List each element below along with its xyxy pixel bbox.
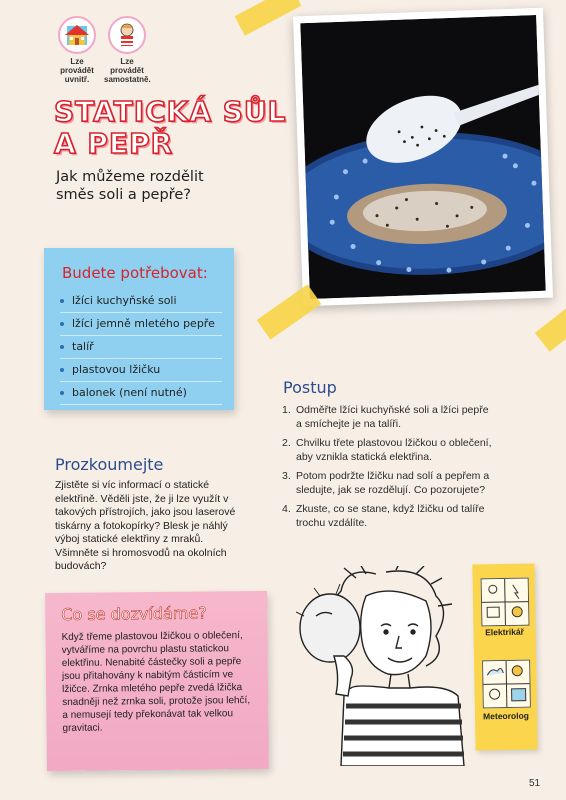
step-text: Zkuste, co se stane, když lžičku od talíře trochu vzdálíte. (296, 503, 485, 529)
careers-sidebar (472, 563, 537, 750)
solo-caption: Lze provádět samostatně. (104, 57, 151, 84)
title-line-2: A PEPŘ (54, 127, 174, 160)
procedure-heading: Postup (283, 378, 337, 397)
learned-heading: Co se dozvídáme? (61, 603, 207, 624)
materials-list (60, 290, 222, 405)
step-number: 2. (282, 437, 291, 449)
subtitle-line-2: směs soli a pepře? (56, 187, 191, 203)
career-label-meteorologist: Meteorolog (483, 710, 530, 722)
indoor-activity-badge (56, 16, 98, 84)
list-item: balonek (není nutné) (60, 382, 222, 405)
step-text: Chvilku třete plastovou lžičkou o oblečení, aby vznikla statická elektřina. (296, 437, 492, 463)
career-label-electrician: Elektrikář (485, 626, 525, 638)
list-item: lžíci kuchyňské soli (60, 290, 222, 313)
electrician-comic (481, 578, 530, 627)
step-number: 1. (282, 404, 291, 416)
step-text: Potom podržte lžičku nad solí a pepřem a sledujte, jak se rozdělují. Co pozorujete? (296, 470, 490, 496)
subtitle-line-1: Jak můžeme rozdělit (56, 169, 204, 185)
title-line-1: STATICKÁ SŮL (54, 95, 287, 128)
girl-with-balloon-illustration (296, 566, 476, 766)
indoor-caption: Lze provádět uvnitř. (60, 57, 94, 84)
meteorologist-comic (482, 660, 531, 709)
list-item (282, 437, 494, 464)
tape-strip (235, 0, 302, 36)
electrician-icon (482, 579, 529, 626)
tape-strip (257, 284, 322, 339)
explore-heading: Prozkoumejte (55, 455, 164, 474)
tape-strip (535, 308, 566, 352)
page-title (54, 96, 287, 160)
step-number: 3. (282, 470, 291, 482)
procedure-steps (282, 404, 494, 536)
step-number: 4. (282, 503, 291, 515)
list-item (282, 404, 494, 431)
explore-text: Zjistěte si víc informací o statické elektřině. Věděli jste, že ji lze využít v takových přístrojích, jako jsou laserové tiskárny a fotokopírky? Blesk je náhlý výboj statické elektřiny z mraků. Všimněte si hromosvodů na okolních budovách? (55, 479, 236, 572)
house-icon (58, 16, 96, 54)
list-item: plastovou lžičku (60, 359, 222, 382)
materials-note (44, 248, 234, 410)
learned-text: Když třeme plastovou lžičkou o oblečení, vytváříme na povrchu plastu statickou elektřinu. Nenabité částečky soli a pepře jsou přitahovány k nabitým částicím ve lžičce. Zrnka mletého pepře zvedá lžička snadněji než zrnka soli, protože jsou lehčí, a nemusejí tedy překonávat tak velkou gravitaci. (61, 630, 251, 734)
step-text: Odměřte lžíci kuchyňské soli a lžíci pepře a smíchejte je na talíři. (296, 404, 489, 430)
child-icon (108, 16, 146, 54)
salt-pepper-spoon-image (300, 15, 545, 299)
experiment-photo (293, 8, 553, 307)
page-subtitle (56, 168, 204, 204)
list-item: talíř (60, 336, 222, 359)
solo-activity-badge (104, 16, 150, 84)
materials-heading: Budete potřebovat: (62, 264, 208, 282)
list-item (282, 470, 494, 497)
learned-note (45, 591, 269, 771)
meteorologist-icon (483, 661, 530, 708)
page-number: 51 (529, 778, 541, 789)
list-item (282, 503, 494, 530)
list-item: lžíci jemně mletého pepře (60, 313, 222, 336)
